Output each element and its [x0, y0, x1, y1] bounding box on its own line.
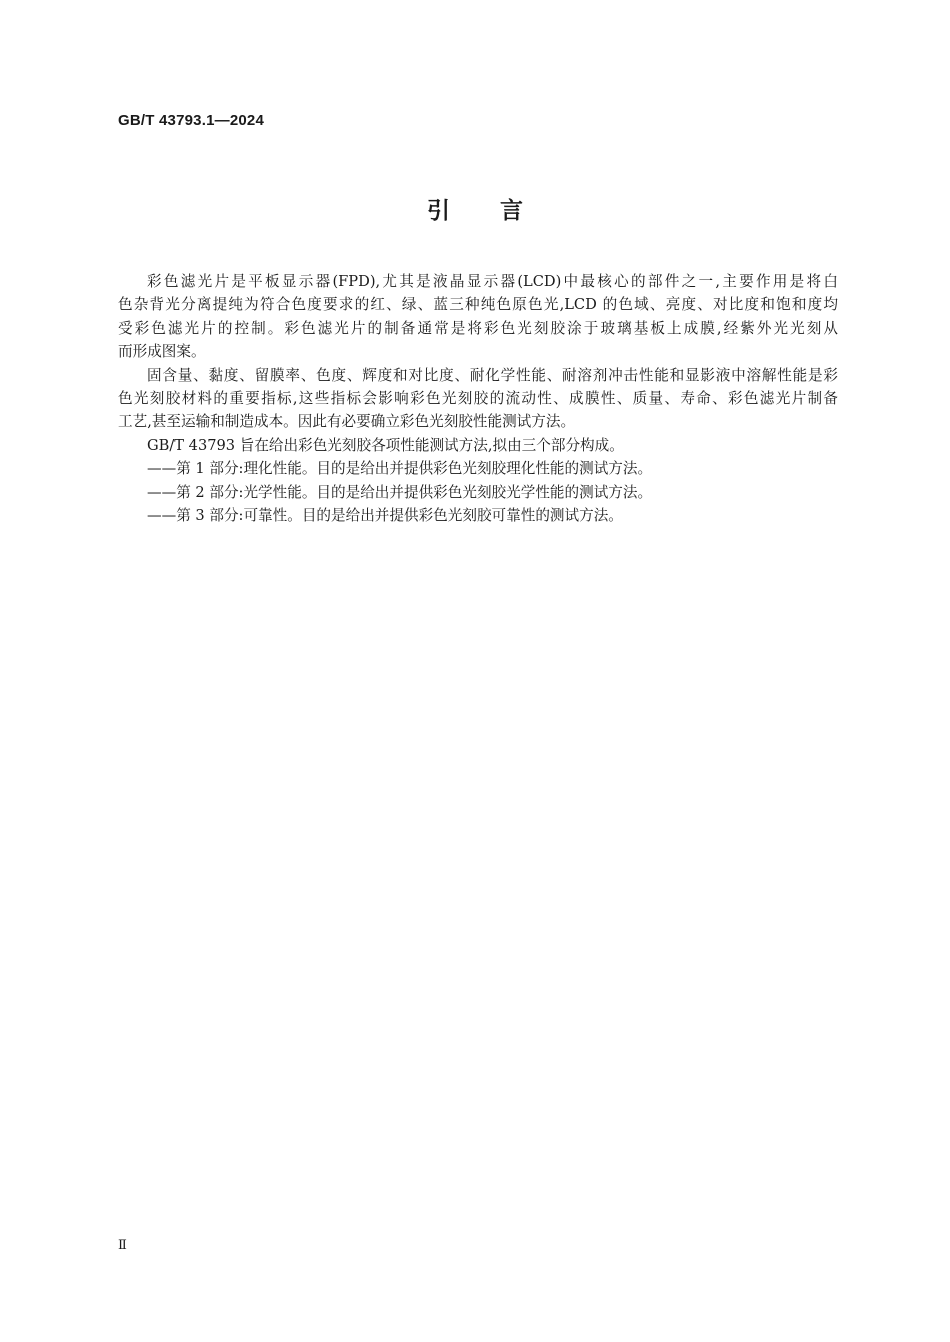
paragraph-line: GB/T 43793 旨在给出彩色光刻胶各项性能测试方法,拟由三个部分构成。: [147, 436, 624, 454]
standard-code: GB/T 43793.1—2024: [118, 112, 264, 129]
paragraph-line: 受彩色滤光片的控制。彩色滤光片的制备通常是将彩色光刻胶涂于玻璃基板上成膜,经紫外光光刻从: [118, 319, 838, 337]
body-text: [118, 270, 838, 527]
paragraph-3: [118, 434, 838, 457]
paragraph-line: 而形成图案。: [118, 343, 206, 361]
paragraph-line: 色光刻胶材料的重要指标,这些指标会影响彩色光刻胶的流动性、成膜性、质量、寿命、彩色滤光片制备: [118, 390, 838, 408]
list-item-part-3: ——第 3 部分:可靠性。目的是给出并提供彩色光刻胶可靠性的测试方法。: [147, 507, 623, 525]
page-title: 引言: [427, 198, 573, 224]
page-number: Ⅱ: [118, 1238, 127, 1253]
list-item-part-1: ——第 1 部分:理化性能。目的是给出并提供彩色光刻胶理化性能的测试方法。: [147, 460, 653, 478]
paragraph-line: 彩色滤光片是平板显示器(FPD),尤其是液晶显示器(LCD)中最核心的部件之一,主要作用是将白: [147, 273, 838, 290]
paragraph-2: [118, 364, 838, 434]
paragraph-line: 工艺,甚至运输和制造成本。因此有必要确立彩色光刻胶性能测试方法。: [118, 413, 576, 431]
paragraph-1: [118, 270, 838, 364]
paragraph-line: 固含量、黏度、留膜率、色度、辉度和对比度、耐化学性能、耐溶剂冲击性能和显影液中溶解性能是彩: [147, 366, 838, 384]
list-item-part-2: ——第 2 部分:光学性能。目的是给出并提供彩色光刻胶光学性能的测试方法。: [147, 483, 653, 501]
paragraph-line: 色杂背光分离提纯为符合色度要求的红、绿、蓝三种纯色原色光,LCD 的色域、亮度、对比度和饱和度均: [118, 296, 838, 314]
